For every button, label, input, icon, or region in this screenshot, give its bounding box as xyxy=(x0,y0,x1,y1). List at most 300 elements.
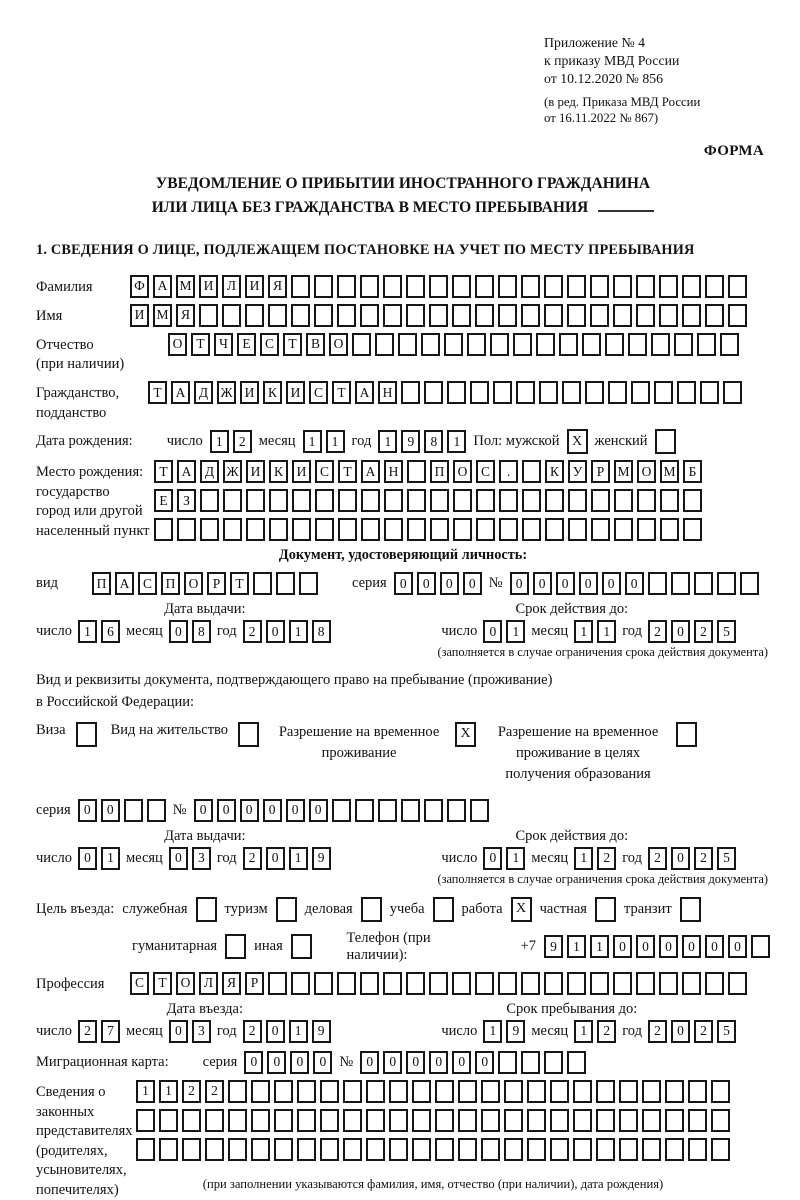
char-box[interactable] xyxy=(705,275,724,298)
char-box[interactable] xyxy=(521,304,540,327)
char-box[interactable] xyxy=(521,1051,540,1074)
char-box[interactable]: 0 xyxy=(533,572,552,595)
purpose-study-checkbox[interactable] xyxy=(433,897,454,922)
char-box[interactable]: 2 xyxy=(243,1020,262,1043)
char-box[interactable]: 0 xyxy=(671,1020,690,1043)
char-box[interactable] xyxy=(200,489,219,512)
char-box[interactable] xyxy=(522,460,541,483)
char-box[interactable] xyxy=(406,275,425,298)
stay-until-month[interactable] xyxy=(574,1020,616,1043)
char-box[interactable]: И xyxy=(240,381,259,404)
char-box[interactable] xyxy=(299,572,318,595)
char-box[interactable]: 0 xyxy=(309,799,328,822)
char-box[interactable] xyxy=(619,1080,638,1103)
char-box[interactable] xyxy=(291,972,310,995)
char-box[interactable] xyxy=(619,1109,638,1132)
char-box[interactable]: З xyxy=(177,489,196,512)
char-box[interactable]: И xyxy=(286,381,305,404)
char-box[interactable] xyxy=(453,489,472,512)
char-box[interactable]: 2 xyxy=(694,847,713,870)
char-box[interactable] xyxy=(504,1080,523,1103)
char-box[interactable] xyxy=(665,1138,684,1161)
char-box[interactable] xyxy=(406,972,425,995)
identity-expiry-year[interactable] xyxy=(648,620,736,643)
char-box[interactable] xyxy=(740,572,759,595)
birth-month-input[interactable] xyxy=(303,430,345,453)
char-box[interactable]: 0 xyxy=(671,620,690,643)
char-box[interactable] xyxy=(337,972,356,995)
char-box[interactable] xyxy=(343,1080,362,1103)
char-box[interactable]: 0 xyxy=(266,847,285,870)
visa-checkbox[interactable] xyxy=(76,722,97,747)
char-box[interactable] xyxy=(567,275,586,298)
char-box[interactable] xyxy=(154,518,173,541)
char-box[interactable] xyxy=(435,1109,454,1132)
char-box[interactable]: М xyxy=(153,304,172,327)
char-box[interactable]: Т xyxy=(148,381,167,404)
char-box[interactable]: 2 xyxy=(243,620,262,643)
char-box[interactable] xyxy=(648,572,667,595)
char-box[interactable] xyxy=(481,1109,500,1132)
char-box[interactable]: 5 xyxy=(717,847,736,870)
char-box[interactable]: 1 xyxy=(136,1080,155,1103)
char-box[interactable]: Л xyxy=(199,972,218,995)
char-box[interactable] xyxy=(338,518,357,541)
char-box[interactable] xyxy=(659,304,678,327)
char-box[interactable] xyxy=(498,275,517,298)
char-box[interactable]: М xyxy=(614,460,633,483)
char-box[interactable] xyxy=(499,489,518,512)
char-box[interactable]: 2 xyxy=(648,620,667,643)
char-box[interactable] xyxy=(544,304,563,327)
char-box[interactable]: 0 xyxy=(671,847,690,870)
char-box[interactable]: Я xyxy=(268,275,287,298)
char-box[interactable] xyxy=(384,489,403,512)
char-box[interactable]: О xyxy=(176,972,195,995)
stay-until-year[interactable] xyxy=(648,1020,736,1043)
char-box[interactable] xyxy=(223,489,242,512)
char-box[interactable] xyxy=(361,489,380,512)
char-box[interactable]: 0 xyxy=(636,935,655,958)
char-box[interactable]: 1 xyxy=(289,1020,308,1043)
char-box[interactable] xyxy=(177,518,196,541)
purpose-humanitarian-checkbox[interactable] xyxy=(225,934,246,959)
char-box[interactable] xyxy=(159,1138,178,1161)
temp-residence-education-checkbox[interactable] xyxy=(676,722,697,747)
char-box[interactable] xyxy=(246,518,265,541)
char-box[interactable] xyxy=(490,333,509,356)
char-box[interactable] xyxy=(355,799,374,822)
char-box[interactable]: 0 xyxy=(440,572,459,595)
char-box[interactable]: 0 xyxy=(101,799,120,822)
char-box[interactable] xyxy=(688,1138,707,1161)
char-box[interactable] xyxy=(424,381,443,404)
purpose-tourism-checkbox[interactable] xyxy=(276,897,297,922)
name-input[interactable] xyxy=(130,304,747,327)
char-box[interactable] xyxy=(297,1138,316,1161)
char-box[interactable] xyxy=(550,1080,569,1103)
char-box[interactable] xyxy=(470,799,489,822)
char-box[interactable] xyxy=(401,799,420,822)
char-box[interactable] xyxy=(513,333,532,356)
char-box[interactable]: 1 xyxy=(159,1080,178,1103)
char-box[interactable]: 0 xyxy=(383,1051,402,1074)
char-box[interactable] xyxy=(688,1109,707,1132)
char-box[interactable]: 5 xyxy=(717,1020,736,1043)
entry-month[interactable] xyxy=(169,1020,211,1043)
char-box[interactable] xyxy=(527,1138,546,1161)
char-box[interactable]: 7 xyxy=(101,1020,120,1043)
char-box[interactable]: Л xyxy=(222,275,241,298)
char-box[interactable] xyxy=(521,972,540,995)
char-box[interactable]: 1 xyxy=(210,430,229,453)
char-box[interactable]: 0 xyxy=(429,1051,448,1074)
char-box[interactable] xyxy=(246,489,265,512)
char-box[interactable] xyxy=(378,799,397,822)
char-box[interactable]: 3 xyxy=(192,847,211,870)
char-box[interactable] xyxy=(447,799,466,822)
stay-expiry-day[interactable] xyxy=(483,847,525,870)
char-box[interactable]: И xyxy=(130,304,149,327)
char-box[interactable]: 0 xyxy=(266,1020,285,1043)
char-box[interactable] xyxy=(430,489,449,512)
char-box[interactable] xyxy=(429,275,448,298)
char-box[interactable]: П xyxy=(430,460,449,483)
char-box[interactable]: 0 xyxy=(244,1051,263,1074)
char-box[interactable]: 0 xyxy=(613,935,632,958)
char-box[interactable] xyxy=(711,1080,730,1103)
char-box[interactable] xyxy=(613,275,632,298)
char-box[interactable]: 8 xyxy=(312,620,331,643)
char-box[interactable] xyxy=(332,799,351,822)
char-box[interactable]: О xyxy=(184,572,203,595)
char-box[interactable] xyxy=(383,275,402,298)
char-box[interactable] xyxy=(458,1080,477,1103)
char-box[interactable]: Т xyxy=(154,460,173,483)
char-box[interactable]: Р xyxy=(245,972,264,995)
char-box[interactable]: 1 xyxy=(506,847,525,870)
char-box[interactable] xyxy=(291,275,310,298)
char-box[interactable] xyxy=(613,972,632,995)
char-box[interactable]: 1 xyxy=(590,935,609,958)
char-box[interactable] xyxy=(360,275,379,298)
char-box[interactable] xyxy=(360,972,379,995)
char-box[interactable] xyxy=(682,275,701,298)
char-box[interactable]: Ж xyxy=(217,381,236,404)
char-box[interactable]: 0 xyxy=(240,799,259,822)
char-box[interactable]: 0 xyxy=(394,572,413,595)
char-box[interactable]: Ф xyxy=(130,275,149,298)
char-box[interactable] xyxy=(412,1138,431,1161)
identity-issue-month[interactable] xyxy=(169,620,211,643)
char-box[interactable] xyxy=(268,972,287,995)
char-box[interactable] xyxy=(475,275,494,298)
char-box[interactable]: 2 xyxy=(597,1020,616,1043)
char-box[interactable] xyxy=(659,972,678,995)
char-box[interactable] xyxy=(751,935,770,958)
char-box[interactable] xyxy=(527,1109,546,1132)
char-box[interactable] xyxy=(637,489,656,512)
char-box[interactable]: А xyxy=(177,460,196,483)
char-box[interactable] xyxy=(314,972,333,995)
char-box[interactable]: 0 xyxy=(510,572,529,595)
char-box[interactable] xyxy=(274,1109,293,1132)
char-box[interactable]: Т xyxy=(338,460,357,483)
char-box[interactable]: К xyxy=(269,460,288,483)
char-box[interactable] xyxy=(614,518,633,541)
char-box[interactable]: С xyxy=(315,460,334,483)
char-box[interactable] xyxy=(401,381,420,404)
identity-expiry-month[interactable] xyxy=(574,620,616,643)
char-box[interactable] xyxy=(452,304,471,327)
char-box[interactable] xyxy=(671,572,690,595)
char-box[interactable] xyxy=(292,518,311,541)
char-box[interactable]: П xyxy=(161,572,180,595)
char-box[interactable]: 9 xyxy=(544,935,563,958)
char-box[interactable] xyxy=(320,1138,339,1161)
char-box[interactable]: Б xyxy=(683,460,702,483)
char-box[interactable] xyxy=(182,1138,201,1161)
char-box[interactable] xyxy=(522,518,541,541)
char-box[interactable]: 0 xyxy=(705,935,724,958)
char-box[interactable]: 1 xyxy=(78,620,97,643)
char-box[interactable] xyxy=(705,972,724,995)
char-box[interactable]: С xyxy=(138,572,157,595)
char-box[interactable]: 1 xyxy=(506,620,525,643)
char-box[interactable] xyxy=(631,381,650,404)
char-box[interactable]: М xyxy=(176,275,195,298)
char-box[interactable] xyxy=(504,1109,523,1132)
char-box[interactable]: 0 xyxy=(579,572,598,595)
char-box[interactable] xyxy=(384,518,403,541)
char-box[interactable]: Е xyxy=(237,333,256,356)
char-box[interactable] xyxy=(352,333,371,356)
char-box[interactable] xyxy=(269,518,288,541)
char-box[interactable] xyxy=(521,275,540,298)
char-box[interactable]: 2 xyxy=(205,1080,224,1103)
char-box[interactable] xyxy=(683,518,702,541)
char-box[interactable] xyxy=(694,572,713,595)
char-box[interactable]: О xyxy=(329,333,348,356)
char-box[interactable]: 1 xyxy=(101,847,120,870)
char-box[interactable] xyxy=(447,381,466,404)
char-box[interactable]: Е xyxy=(154,489,173,512)
char-box[interactable] xyxy=(389,1138,408,1161)
char-box[interactable] xyxy=(274,1138,293,1161)
char-box[interactable]: 1 xyxy=(574,1020,593,1043)
char-box[interactable] xyxy=(573,1138,592,1161)
char-box[interactable] xyxy=(343,1138,362,1161)
char-box[interactable] xyxy=(567,1051,586,1074)
char-box[interactable] xyxy=(470,381,489,404)
char-box[interactable]: 0 xyxy=(406,1051,425,1074)
char-box[interactable]: С xyxy=(260,333,279,356)
char-box[interactable] xyxy=(276,572,295,595)
char-box[interactable]: 0 xyxy=(263,799,282,822)
char-box[interactable]: 1 xyxy=(326,430,345,453)
char-box[interactable]: 1 xyxy=(303,430,322,453)
char-box[interactable]: В xyxy=(306,333,325,356)
char-box[interactable] xyxy=(314,304,333,327)
char-box[interactable] xyxy=(522,489,541,512)
char-box[interactable]: П xyxy=(92,572,111,595)
char-box[interactable] xyxy=(605,333,624,356)
char-box[interactable]: 0 xyxy=(169,620,188,643)
char-box[interactable] xyxy=(320,1109,339,1132)
char-box[interactable] xyxy=(337,275,356,298)
temp-residence-checkbox[interactable]: X xyxy=(455,722,476,747)
char-box[interactable] xyxy=(476,489,495,512)
char-box[interactable] xyxy=(567,972,586,995)
char-box[interactable]: 0 xyxy=(556,572,575,595)
char-box[interactable] xyxy=(269,489,288,512)
char-box[interactable]: 0 xyxy=(483,847,502,870)
char-box[interactable] xyxy=(412,1109,431,1132)
char-box[interactable] xyxy=(705,304,724,327)
char-box[interactable]: 2 xyxy=(694,1020,713,1043)
char-box[interactable] xyxy=(475,304,494,327)
char-box[interactable]: Д xyxy=(194,381,213,404)
char-box[interactable] xyxy=(728,275,747,298)
birth-year-input[interactable] xyxy=(378,430,466,453)
char-box[interactable]: Т xyxy=(191,333,210,356)
char-box[interactable] xyxy=(407,460,426,483)
char-box[interactable] xyxy=(481,1080,500,1103)
birth-place-row3-input[interactable] xyxy=(154,518,702,541)
char-box[interactable] xyxy=(539,381,558,404)
char-box[interactable]: 0 xyxy=(266,620,285,643)
char-box[interactable]: 2 xyxy=(78,1020,97,1043)
char-box[interactable] xyxy=(559,333,578,356)
char-box[interactable]: 9 xyxy=(506,1020,525,1043)
char-box[interactable] xyxy=(452,972,471,995)
char-box[interactable] xyxy=(444,333,463,356)
purpose-private-checkbox[interactable] xyxy=(595,897,616,922)
char-box[interactable] xyxy=(228,1109,247,1132)
char-box[interactable]: 0 xyxy=(659,935,678,958)
char-box[interactable]: 0 xyxy=(483,620,502,643)
char-box[interactable] xyxy=(619,1138,638,1161)
citizenship-input[interactable] xyxy=(148,381,742,404)
char-box[interactable] xyxy=(407,489,426,512)
char-box[interactable] xyxy=(651,333,670,356)
char-box[interactable] xyxy=(527,1080,546,1103)
char-box[interactable] xyxy=(481,1138,500,1161)
char-box[interactable] xyxy=(637,518,656,541)
char-box[interactable]: О xyxy=(453,460,472,483)
char-box[interactable] xyxy=(642,1109,661,1132)
char-box[interactable] xyxy=(545,489,564,512)
char-box[interactable] xyxy=(642,1080,661,1103)
char-box[interactable]: Я xyxy=(222,972,241,995)
char-box[interactable] xyxy=(498,972,517,995)
char-box[interactable]: О xyxy=(168,333,187,356)
char-box[interactable] xyxy=(251,1080,270,1103)
char-box[interactable]: 1 xyxy=(289,620,308,643)
char-box[interactable]: 0 xyxy=(78,799,97,822)
char-box[interactable] xyxy=(720,333,739,356)
char-box[interactable]: 0 xyxy=(625,572,644,595)
char-box[interactable]: 0 xyxy=(290,1051,309,1074)
char-box[interactable] xyxy=(338,489,357,512)
char-box[interactable]: 3 xyxy=(192,1020,211,1043)
char-box[interactable]: 1 xyxy=(289,847,308,870)
char-box[interactable] xyxy=(467,333,486,356)
char-box[interactable] xyxy=(628,333,647,356)
identity-issue-year[interactable] xyxy=(243,620,331,643)
char-box[interactable] xyxy=(297,1080,316,1103)
char-box[interactable] xyxy=(475,972,494,995)
char-box[interactable]: С xyxy=(130,972,149,995)
char-box[interactable] xyxy=(590,275,609,298)
char-box[interactable] xyxy=(389,1109,408,1132)
char-box[interactable] xyxy=(412,1080,431,1103)
char-box[interactable] xyxy=(291,304,310,327)
char-box[interactable] xyxy=(424,799,443,822)
char-box[interactable] xyxy=(406,304,425,327)
char-box[interactable]: 0 xyxy=(602,572,621,595)
char-box[interactable] xyxy=(660,489,679,512)
char-box[interactable] xyxy=(596,1109,615,1132)
char-box[interactable]: 0 xyxy=(463,572,482,595)
representatives-row3-input[interactable] xyxy=(136,1138,730,1161)
char-box[interactable] xyxy=(697,333,716,356)
char-box[interactable] xyxy=(550,1138,569,1161)
stay-number-input[interactable] xyxy=(194,799,489,822)
char-box[interactable] xyxy=(544,972,563,995)
char-box[interactable] xyxy=(536,333,555,356)
char-box[interactable]: Р xyxy=(591,460,610,483)
char-box[interactable] xyxy=(585,381,604,404)
char-box[interactable] xyxy=(568,518,587,541)
char-box[interactable] xyxy=(504,1138,523,1161)
char-box[interactable] xyxy=(562,381,581,404)
char-box[interactable]: 0 xyxy=(217,799,236,822)
char-box[interactable]: Н xyxy=(384,460,403,483)
char-box[interactable] xyxy=(700,381,719,404)
char-box[interactable]: К xyxy=(263,381,282,404)
char-box[interactable] xyxy=(498,304,517,327)
char-box[interactable] xyxy=(375,333,394,356)
identity-expiry-day[interactable] xyxy=(483,620,525,643)
char-box[interactable]: 0 xyxy=(360,1051,379,1074)
char-box[interactable] xyxy=(200,518,219,541)
char-box[interactable] xyxy=(407,518,426,541)
char-box[interactable] xyxy=(429,972,448,995)
char-box[interactable] xyxy=(545,518,564,541)
char-box[interactable] xyxy=(567,304,586,327)
char-box[interactable]: 2 xyxy=(597,847,616,870)
char-box[interactable]: И xyxy=(246,460,265,483)
surname-input[interactable] xyxy=(130,275,747,298)
char-box[interactable]: 0 xyxy=(78,847,97,870)
char-box[interactable]: . xyxy=(499,460,518,483)
purpose-business-checkbox[interactable] xyxy=(361,897,382,922)
char-box[interactable] xyxy=(292,489,311,512)
char-box[interactable] xyxy=(660,518,679,541)
char-box[interactable] xyxy=(124,799,143,822)
char-box[interactable] xyxy=(251,1109,270,1132)
char-box[interactable] xyxy=(223,518,242,541)
char-box[interactable]: Т xyxy=(153,972,172,995)
char-box[interactable] xyxy=(717,572,736,595)
char-box[interactable] xyxy=(614,489,633,512)
char-box[interactable]: 1 xyxy=(378,430,397,453)
patronymic-input[interactable] xyxy=(168,333,739,356)
char-box[interactable] xyxy=(435,1080,454,1103)
char-box[interactable] xyxy=(596,1138,615,1161)
identity-issue-day[interactable] xyxy=(78,620,120,643)
